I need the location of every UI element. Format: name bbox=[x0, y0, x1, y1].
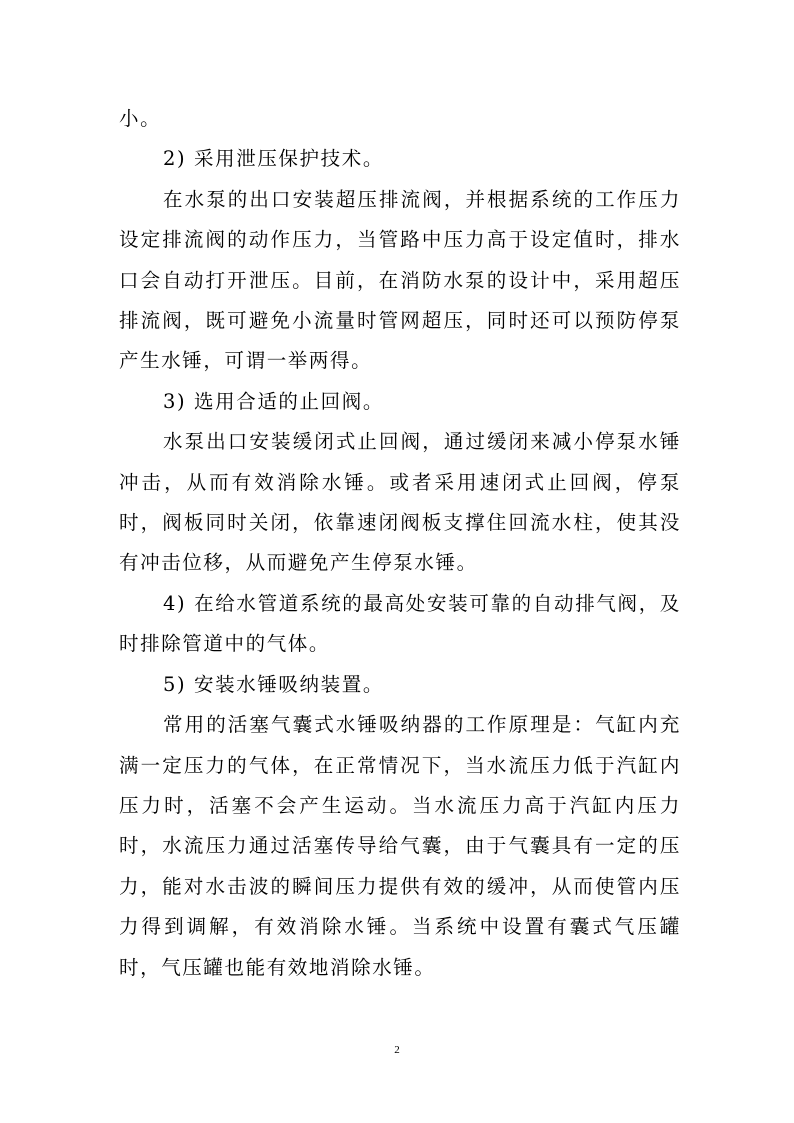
list-item-heading-2: 2) 采用泄压保护技术。 bbox=[163, 147, 384, 171]
paragraph-pressure-relief: 在水泵的出口安装超压排流阀，并根据系统的工作压力设定排流阀的动作压力，当管路中压力高于设定值时，排水口会自动打开泄压。目前，在消防水泵的设计中，采用超压排流阀，既可避免小流量时管网超压，同时还可以预防停泵产生水锤，可谓一举两得。 bbox=[119, 187, 681, 373]
list-item-heading-3: 3) 选用合适的止回阀。 bbox=[163, 389, 384, 413]
page-number: 2 bbox=[394, 1044, 400, 1056]
list-item-heading-5: 5) 安装水锤吸纳装置。 bbox=[163, 672, 384, 696]
list-item-heading-4: 4) 在给水管道系统的最高处安装可靠的自动排气阀，及时排除管道中的气体。 bbox=[119, 591, 681, 656]
paragraph-water-hammer-absorber: 常用的活塞气囊式水锤吸纳器的工作原理是：气缸内充满一定压力的气体，在正常情况下，当水流压力低于汽缸内压力时，活塞不会产生运动。当水流压力高于汽缸内压力时，水流压力通过活塞传导给气囊，由于气囊具有一定的压力，能对水击波的瞬间压力提供有效的缓冲，从而使管内压力得到调解，有效消除水锤。当系统中设置有囊式气压罐时，气压罐也能有效地消除水锤。 bbox=[119, 713, 681, 979]
paragraph-continuation: 小。 bbox=[119, 107, 162, 130]
body-text bbox=[119, 99, 681, 988]
paragraph-check-valve: 水泵出口安装缓闭式止回阀，通过缓闭来减小停泵水锤冲击，从而有效消除水锤。或者采用速闭式止回阀，停泵时，阀板同时关闭，依靠速闭阀板支撑住回流水柱，使其没有冲击位移，从而避免产生停泵水锤。 bbox=[119, 430, 681, 575]
